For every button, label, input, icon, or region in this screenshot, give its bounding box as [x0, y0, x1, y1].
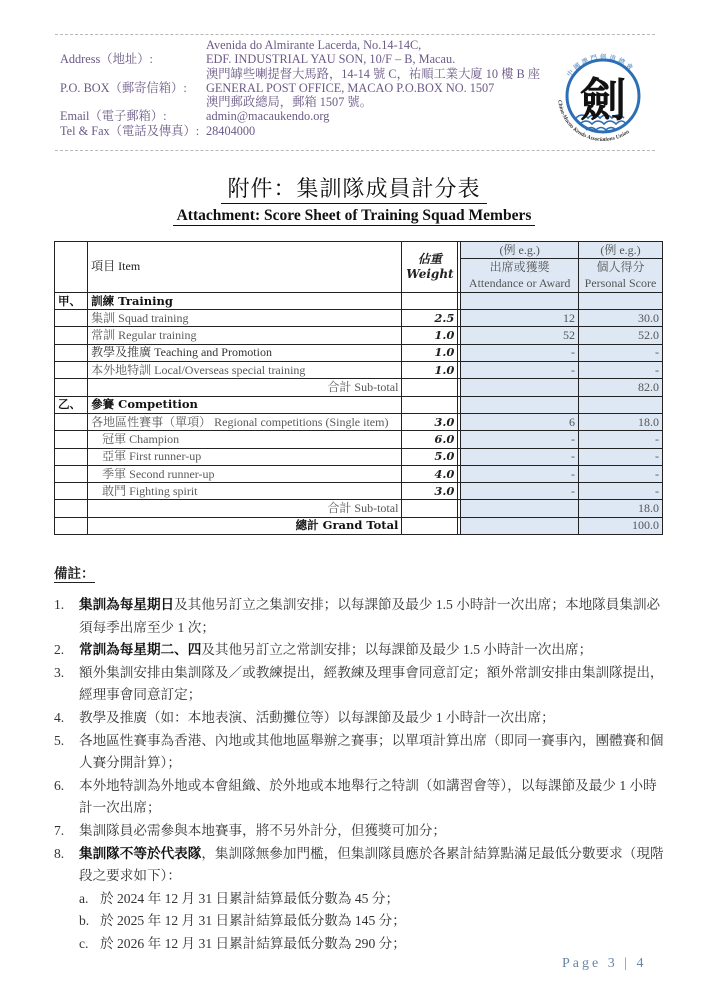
letterhead-contact: [60, 38, 541, 138]
logo-glyph: 劍: [580, 73, 626, 127]
subtotal-row: [55, 500, 663, 517]
sub-note-item: [79, 910, 664, 933]
note-item: [54, 775, 664, 820]
letterhead-row: [60, 66, 541, 81]
table-row: [55, 431, 663, 448]
section-cell: [55, 379, 88, 396]
header-attendance-en: Attendance or Award: [461, 276, 579, 293]
item-label: 亞軍 First runner-up: [88, 448, 402, 465]
note-body: 額外集訓安排由集訓隊及／或教練提出，經教練及理事會同意訂定；額外常訓安排由集訓隊提出，經理事會同意訂定；: [79, 664, 664, 703]
item-score: -: [579, 362, 663, 379]
section-cell: [55, 310, 88, 327]
grand-total-row: [55, 517, 663, 534]
weight-cell: [402, 379, 458, 396]
item-weight: 2.5: [402, 310, 458, 327]
table-row: [55, 483, 663, 500]
section-cell: [55, 431, 88, 448]
header-score-en: Personal Score: [579, 276, 663, 293]
note-number: 2.: [54, 642, 65, 658]
po-box-label: P.O. BOX（郵寄信箱）:: [60, 80, 187, 95]
notes-list: [54, 594, 664, 956]
item-label: 本外地特訓 Local/Overseas special training: [88, 362, 402, 379]
tel-fax-label: Tel & Fax（電話及傳真）:: [60, 123, 200, 138]
item-weight: 4.0: [402, 465, 458, 482]
item-attendance: 6: [461, 413, 579, 430]
sub-notes-list: [79, 888, 664, 956]
item-label: 季軍 Second runner-up: [88, 465, 402, 482]
subtotal-value: 82.0: [579, 379, 663, 396]
note-body: 教學及推廣（如：本地表演、活動攤位等）以每課節及最少 1 小時計一次出席；: [79, 709, 555, 725]
score-cell: [579, 396, 663, 413]
sub-note-item: [79, 888, 664, 911]
note-body: 及其他另訂立之常訓安排；以每課節及最少 1.5 小時計一次出席；: [201, 642, 593, 658]
sub-note-text: 於 2026 年 12 月 31 日累計結算最低分數為 290 分；: [100, 935, 406, 951]
header-weight-en: Weight: [406, 266, 454, 281]
item-weight: 3.0: [402, 413, 458, 430]
page-label: Page: [562, 956, 602, 971]
section-cell: [55, 362, 88, 379]
weight-cell: [402, 500, 458, 517]
note-text: [79, 775, 664, 820]
item-weight: 5.0: [402, 448, 458, 465]
table-row: [55, 362, 663, 379]
score-table: [54, 241, 663, 535]
table-row: [55, 413, 663, 430]
section-row-competition: [55, 396, 663, 413]
table-row: [55, 465, 663, 482]
item-label: 教學及推廣 Teaching and Promotion: [88, 344, 402, 361]
weight-cell: [402, 396, 458, 413]
sub-note-letter: c.: [79, 935, 89, 951]
item-weight: 1.0: [402, 344, 458, 361]
subtotal-label: 合計 Sub-total: [88, 500, 402, 517]
item-label: 冠軍 Champion: [88, 431, 402, 448]
table-header-row: [55, 242, 663, 259]
subtotal-value: 18.0: [579, 500, 663, 517]
section-cell: [55, 465, 88, 482]
subtotal-row: [55, 379, 663, 396]
page-total: 4: [636, 956, 647, 971]
section-cell: [55, 344, 88, 361]
weight-cell: [402, 292, 458, 309]
kendo-union-logo: [548, 38, 658, 148]
logo-ring-text-en: China-Macao Kendo Associations Union: [556, 99, 631, 144]
item-label: 常訓 Regular training: [88, 327, 402, 344]
note-bold: 集訓為每星期日: [79, 597, 175, 612]
tel-fax-value: 28404000: [206, 123, 256, 138]
note-number: 1.: [54, 597, 65, 612]
section-marker: 乙、: [55, 396, 88, 413]
item-attendance: -: [461, 483, 579, 500]
item-weight: 1.0: [402, 362, 458, 379]
note-item: [54, 843, 664, 888]
note-text: [79, 730, 664, 775]
section-cell: [55, 500, 88, 517]
note-number: 6.: [54, 777, 65, 793]
section-cell: [55, 517, 88, 534]
address-line-1: Avenida do Almirante Lacerda, No.14-14C,: [206, 38, 422, 52]
page-footer: [562, 956, 647, 972]
sub-note-text: 於 2025 年 12 月 31 日累計結算最低分數為 145 分；: [100, 913, 406, 929]
note-bold: 常訓為每星期二、四: [79, 642, 202, 658]
section-cell: [55, 483, 88, 500]
note-text: [79, 639, 664, 662]
page-divider: |: [624, 956, 631, 971]
sub-note-letter: b.: [79, 913, 90, 929]
note-item: [54, 820, 664, 843]
section-marker: 甲、: [55, 292, 88, 309]
header-section-cell: [55, 242, 88, 293]
note-item: [54, 594, 664, 639]
letterhead-row: [60, 109, 520, 123]
notes-title: [54, 562, 95, 582]
table-row: [55, 448, 663, 465]
attendance-cell: [461, 517, 579, 534]
item-attendance: 12: [461, 310, 579, 327]
email-label: Email（電子郵箱）:: [60, 109, 167, 124]
section-cell: [55, 413, 88, 430]
item-label: 集訓 Squad training: [88, 310, 402, 327]
item-score: 18.0: [579, 413, 663, 430]
section-title: 訓練 Training: [88, 292, 402, 309]
item-attendance: -: [461, 344, 579, 361]
item-attendance: -: [461, 431, 579, 448]
header-weight: [402, 242, 458, 293]
title-chinese: [0, 172, 708, 203]
item-score: 52.0: [579, 327, 663, 344]
table-row: [55, 310, 663, 327]
grand-total-value: 100.0: [579, 517, 663, 534]
item-attendance: -: [461, 362, 579, 379]
po-box-value-zh: 澳門郵政總局，郵箱 1507 號。: [206, 95, 373, 110]
item-score: 30.0: [579, 310, 663, 327]
letterhead-label: [60, 38, 206, 52]
header-item: 項目 Item: [88, 242, 402, 293]
section-cell: [55, 327, 88, 344]
note-item: [54, 662, 664, 707]
title-english: [0, 207, 708, 225]
note-body: ，集訓隊無參加門檻，但集訓隊員應於各累計結算點滿足最低分數要求（現階段之要求如下）：: [79, 845, 664, 884]
sub-note-letter: a.: [79, 890, 89, 906]
item-score: -: [579, 431, 663, 448]
sub-note-item: [79, 933, 664, 956]
item-score: -: [579, 483, 663, 500]
attendance-cell: [461, 396, 579, 413]
item-label: 各地區性賽事（單項） Regional competitions (Single item): [88, 413, 402, 430]
note-item: [54, 730, 664, 775]
item-score: -: [579, 465, 663, 482]
table-row: [55, 327, 663, 344]
item-attendance: 52: [461, 327, 579, 344]
note-number: 4.: [54, 709, 65, 725]
note-text: [79, 594, 664, 639]
notes-title-text: 備註：: [54, 566, 95, 582]
title-chinese-text: 附件：集訓隊成員計分表: [221, 177, 486, 204]
note-text: [79, 707, 664, 730]
subtotal-label: 合計 Sub-total: [88, 379, 402, 396]
page-current: 3: [607, 956, 618, 971]
letterhead-bottom-rule: [55, 150, 655, 151]
address-line-2: EDF. INDUSTRIAL YAU SON, 10/F – B, Macau.: [206, 52, 456, 67]
note-body: 及其他另訂立之集訓安排；以每課節及最少 1.5 小時計一次出席；本地隊員集訓必須每季出席至少 1 次；: [79, 597, 661, 635]
note-body: 集訓隊員必需參與本地賽事，將不另外計分，但獲獎可加分；: [79, 822, 447, 838]
grand-total-label: 總計 Grand Total: [88, 517, 402, 534]
section-title: 參賽 Competition: [88, 396, 402, 413]
item-weight: 1.0: [402, 327, 458, 344]
section-cell: [55, 448, 88, 465]
note-body: 各地區性賽事為香港、內地或其他地區舉辦之賽事；以單項計算出席（即同一賽事內，團體賽和個人賽分開計算）；: [79, 732, 664, 771]
header-attendance-zh: 出席或獲獎: [461, 259, 579, 276]
attendance-cell: [461, 379, 579, 396]
header-score-eg: (例 e.g.): [579, 242, 663, 259]
letterhead-row: [60, 38, 520, 52]
address-line-zh: 澳門罅些喇提督大馬路，14-14 號 C，祐順工業大廈 10 樓 B 座: [206, 66, 541, 81]
score-cell: [579, 292, 663, 309]
letterhead-top-rule: [55, 34, 655, 35]
note-number: 3.: [54, 664, 65, 680]
letterhead-label: [60, 67, 206, 81]
header-score-zh: 個人得分: [579, 259, 663, 276]
po-box-value: GENERAL POST OFFICE, MACAO P.O.BOX NO. 1507: [206, 80, 495, 95]
item-weight: 6.0: [402, 431, 458, 448]
logo-ring-text-zh: 中國澳門劍道總會: [565, 52, 637, 79]
table-row: [55, 344, 663, 361]
item-attendance: -: [461, 465, 579, 482]
note-item: [54, 639, 664, 662]
note-text: [79, 843, 664, 888]
note-bold: 集訓隊不等於代表隊: [79, 845, 202, 861]
email-value[interactable]: admin@macaukendo.org: [206, 109, 330, 124]
note-number: 5.: [54, 732, 65, 748]
header-attendance-eg: (例 e.g.): [461, 242, 579, 259]
item-weight: 3.0: [402, 483, 458, 500]
item-label: 敢鬥 Fighting spirit: [88, 483, 402, 500]
note-number: 7.: [54, 822, 65, 838]
note-body: 本外地特訓為外地或本會組織、於外地或本地舉行之特訓（如講習會等），以每課節及最少 1 小時計一次出席；: [79, 777, 657, 816]
note-item: [54, 707, 664, 730]
address-label: Address（地址）:: [60, 52, 153, 67]
item-score: -: [579, 344, 663, 361]
note-number: 8.: [54, 845, 65, 861]
note-text: [79, 662, 664, 707]
sub-note-text: 於 2024 年 12 月 31 日累計結算最低分數為 45 分；: [100, 890, 400, 906]
weight-cell: [402, 517, 458, 534]
attendance-cell: [461, 292, 579, 309]
letterhead-label: [60, 95, 206, 109]
letterhead-row: [60, 81, 520, 95]
item-attendance: -: [461, 448, 579, 465]
item-score: -: [579, 448, 663, 465]
section-row-training: [55, 292, 663, 309]
header-weight-zh: 佔重: [417, 251, 442, 266]
letterhead-row: [60, 124, 520, 138]
attendance-cell: [461, 500, 579, 517]
letterhead-row: [60, 52, 520, 66]
letterhead-row: [60, 95, 520, 109]
note-text: [79, 820, 664, 843]
title-english-text: Attachment: Score Sheet of Training Squad Members: [173, 207, 536, 226]
